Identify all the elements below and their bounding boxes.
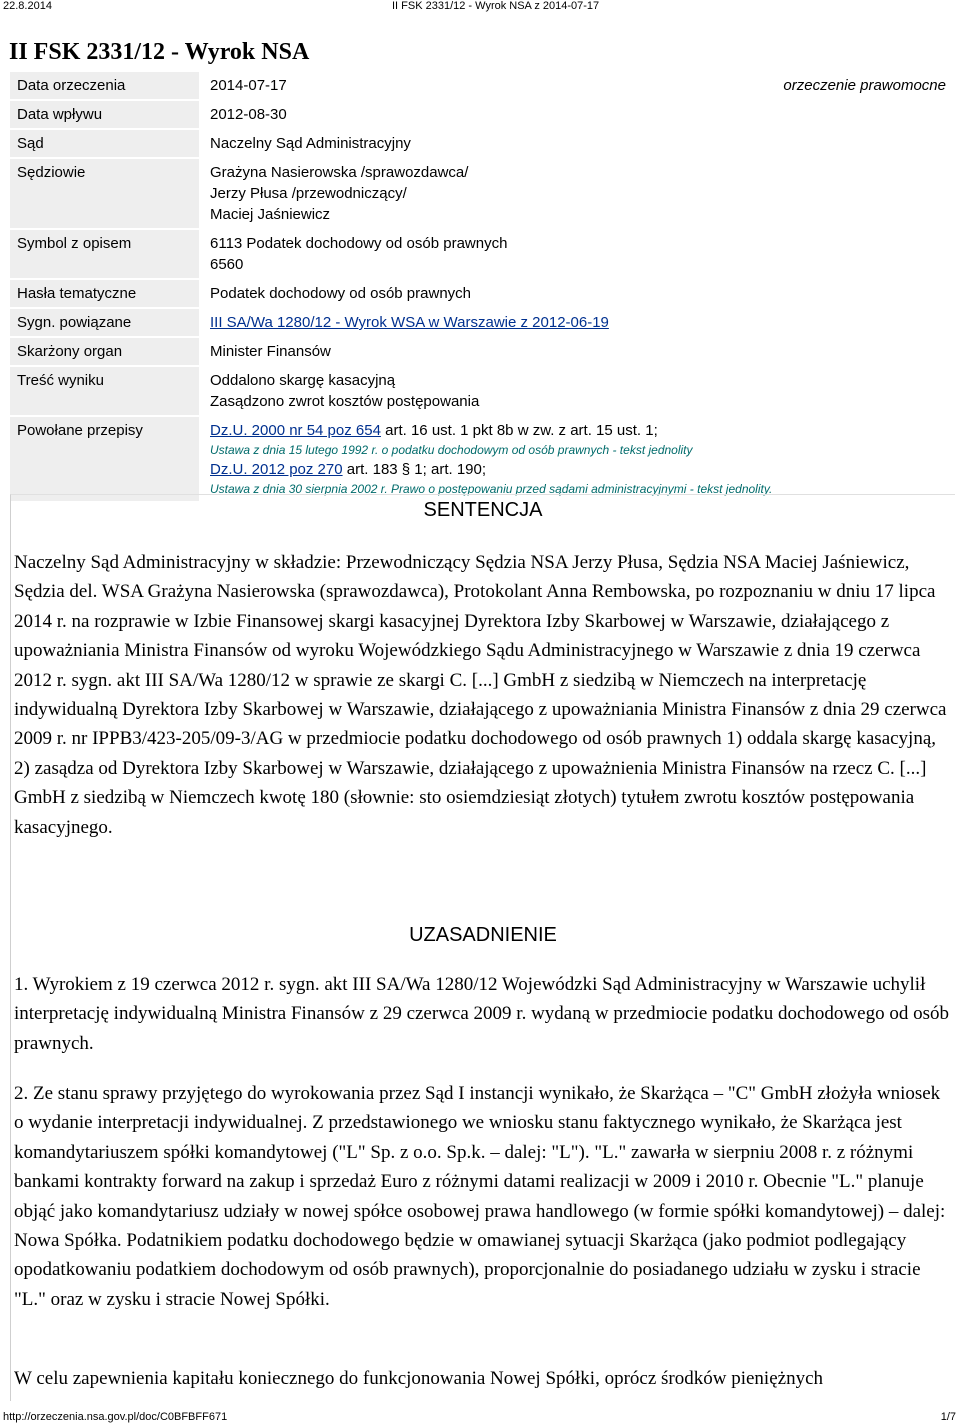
label-hasla: Hasła tematyczne <box>10 279 199 308</box>
print-header <box>0 0 960 14</box>
footer-url: http://orzeczenia.nsa.gov.pl/doc/C0BFBFF671 <box>3 1411 228 1423</box>
page-title: II FSK 2331/12 - Wyrok NSA <box>9 39 310 65</box>
print-doc-title: II FSK 2331/12 - Wyrok NSA z 2014-07-17 <box>392 0 600 12</box>
sentencja-heading: SENTENCJA <box>423 499 543 521</box>
uzasadnienie-heading: UZASADNIENIE <box>409 924 557 946</box>
sentencja-text: Naczelny Sąd Administracyjny w składzie: Przewodniczący Sędzia NSA Jerzy Płusa, Sędzia NSA Maciej Jaśniewicz, Sędzia del. WSA Grażyna Nasierowska (sprawozdawca), Protokolant Anna Rembowska, po rozpoznaniu w dniu 17 lipca 2014 r. na rozprawie w Izbie Finansowej skargi kasacyjnej Dyrektora Izby Skarbowej w Warszawie, działającego z upoważniania Ministra Finansów od wyroku Wojewódzkiego Sądu Administracyjnego w Warszawie z dnia 19 czerwca 2012 r. sygn. akt III SA/Wa 1280/12 w sprawie ze skargi C. [...] GmbH z siedzibą w Niemczech na interpretację indywidualną Dyrektora Izby Skarbowej w Warszawie, działającego z upoważniania Ministra Finansów z dnia 29 czerwca 2009 r. nr IPPB3/423-205/09-3/AG w przedmiocie podatku dochodowego od osób prawnych 1) oddala skargę kasacyjną, 2) zasądza od Dyrektora Izby Skarbowej w Warszawie, działającego z upoważnienia Ministra Finansów na rzecz C. [...] GmbH z siedzibą w Niemczech kwotę 180 (słownie: sto osiemdziesiąt złotych) tytułem zwrotu kosztów postępowania kasacyjnego. <box>14 552 947 838</box>
status-badge: orzeczenie prawomocne <box>783 77 946 94</box>
value-tresc <box>199 366 954 416</box>
metadata-table <box>10 72 954 503</box>
page-number: 1/7 <box>940 1411 956 1423</box>
row-data-wplywu <box>10 100 954 129</box>
label-sedziowie: Sędziowie <box>10 158 199 229</box>
related-judgment-link[interactable]: III SA/Wa 1280/12 - Wyrok WSA w Warszawie z 2012-06-19 <box>210 314 609 331</box>
row-symbol <box>10 229 954 279</box>
result-2: Zasądzono zwrot kosztów postępowania <box>210 393 480 410</box>
label-sad: Sąd <box>10 129 199 158</box>
provision-1 <box>210 420 954 441</box>
judge-2: Jerzy Płusa /przewodniczący/ <box>210 185 407 202</box>
label-organ: Skarżony organ <box>10 337 199 366</box>
value-symbol <box>199 229 954 279</box>
value-sygn <box>199 308 954 337</box>
row-tresc <box>10 366 954 416</box>
provision-2-articles: art. 183 § 1; art. 190; <box>342 461 487 478</box>
judge-3: Maciej Jaśniewicz <box>210 206 331 223</box>
uzasadnienie-p1: 1. Wyrokiem z 19 czerwca 2012 r. sygn. akt III SA/Wa 1280/12 Wojewódzki Sąd Administracyjny w Warszawie uchylił interpretację indywidualną Ministra Finansów z 29 czerwca 2009 r. wydaną w przedmiocie podatku dochodowego od osób prawnych. <box>14 974 949 1054</box>
provision-1-articles: art. 16 ust. 1 pkt 8b w zw. z art. 15 ust. 1; <box>380 422 658 439</box>
value-data-orzeczenia <box>199 72 954 100</box>
provision-1-desc: Ustawa z dnia 15 lutego 1992 r. o podatku dochodowym od osób prawnych - tekst jednolity <box>210 443 693 457</box>
data-orzeczenia: 2014-07-17 <box>210 77 287 94</box>
label-przepisy: Powołane przepisy <box>10 416 199 502</box>
label-tresc: Treść wyniku <box>10 366 199 416</box>
row-sad <box>10 129 954 158</box>
label-data-orzeczenia: Data orzeczenia <box>10 72 199 100</box>
label-sygn: Sygn. powiązane <box>10 308 199 337</box>
value-przepisy <box>199 416 954 502</box>
value-organ: Minister Finansów <box>210 343 331 360</box>
label-data-wplywu: Data wpływu <box>10 100 199 129</box>
row-sedziowie <box>10 158 954 229</box>
provision-2-desc: Ustawa z dnia 30 sierpnia 2002 r. Prawo o postępowaniu przed sądami administracyjnymi - tekst jednolity. <box>210 482 773 496</box>
print-footer <box>0 1410 960 1426</box>
row-sygn <box>10 308 954 337</box>
judgment-content <box>10 494 955 1401</box>
label-symbol: Symbol z opisem <box>10 229 199 279</box>
row-hasla <box>10 279 954 308</box>
provision-1-link[interactable]: Dz.U. 2000 nr 54 poz 654 <box>210 422 381 439</box>
uzasadnienie-p3: W celu zapewnienia kapitału koniecznego do funkcjonowania Nowej Spółki, oprócz środków pieniężnych <box>14 1368 824 1389</box>
result-1: Oddalono skargę kasacyjną <box>210 372 396 389</box>
row-przepisy <box>10 416 954 502</box>
provision-2-link[interactable]: Dz.U. 2012 poz 270 <box>210 461 343 478</box>
provision-2 <box>210 459 954 480</box>
row-organ <box>10 337 954 366</box>
value-hasla: Podatek dochodowy od osób prawnych <box>210 285 472 302</box>
value-sad: Naczelny Sąd Administracyjny <box>210 135 411 152</box>
value-data-wplywu: 2012-08-30 <box>210 106 287 123</box>
value-sedziowie <box>199 158 954 229</box>
row-data-orzeczenia <box>10 72 954 100</box>
print-date: 22.8.2014 <box>3 0 52 12</box>
judge-1: Grażyna Nasierowska /sprawozdawca/ <box>210 164 469 181</box>
uzasadnienie-p2: 2. Ze stanu sprawy przyjętego do wyrokowania przez Sąd I instancji wynikało, że Skarżąca – "C" GmbH złożyła wniosek o wydanie interpretacji indywidualnej. Z przedstawionego we wniosku stanu faktycznego wynikało, że Skarżąca jest komandytariuszem spółki komandytowej ("L" Sp. z o.o. Sp.k. – dalej: "L"). "L." zawarła w sierpniu 2008 r. z różnymi bankami kontrakty forward na zakup i sprzedaż Euro z różnymi datami realizacji w 2009 i 2010 r. Obecnie "L." planuje objąć jako komandytariusz udziały w nowej spółce osobowej prawa handlowego (w formie spółki komandytowej) – dalej: Nowa Spółka. Podatnikiem podatku dochodowego będzie w omawianej sytuacji Skarżąca (jako podmiot podlegający opodatkowaniu podatkiem dochodowym od osób prawnych), proporcjonalnie do posiadanego udziału w zysku i stracie "L." oraz w zysku i stracie Nowej Spółki. <box>14 1083 946 1310</box>
symbol-1: 6113 Podatek dochodowy od osób prawnych <box>210 235 508 252</box>
symbol-2: 6560 <box>210 256 244 273</box>
